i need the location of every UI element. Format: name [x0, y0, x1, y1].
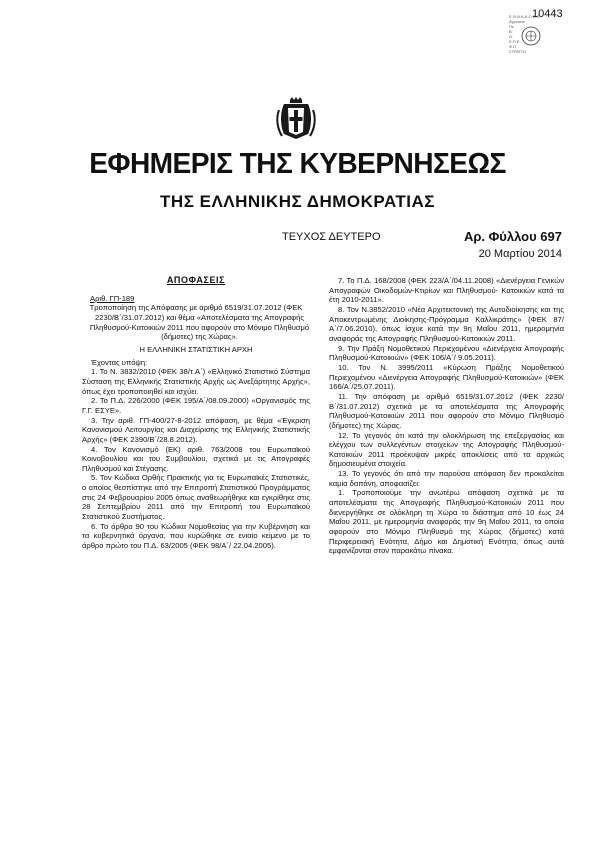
paragraph: 13. Το γεγονός ότι από την παρούσα απόφαση δεν προκαλείται καμία δαπάνη, αποφασίζει:: [329, 469, 564, 488]
stamp-line: Ε.Θ.Ν.Α.Κ.Ο.Ο.Σ.: [509, 14, 541, 19]
greek-coat-of-arms-icon: [276, 96, 316, 140]
stamp-line: Ε.Π.Ε.: [509, 39, 521, 44]
paragraph: 1. Τροποποιούμε την ανωτέρω απόφαση σχετικά με τα αποτελέσματα της Απογραφής Πληθυσμού-Κατοικιών 2011 που διενεργήθηκε σε ολόκληρη τη Χώρα το διάστημα από 10 έως 24 Μαΐου 2011, με ημερομηνία αναφοράς την 9η Μαΐου 2011, τα οποία αφορούν στο Μόνιμο Πληθυσμό της Χώρας (δήμοτες) κατά Περιφερειακή Ενότητα, Δήμο και Δημοτική Ενότητα, όπως αυτά εμφανίζονται στον παρακάτω πίνακα.: [329, 488, 564, 556]
stamp-line: ΣΤΡΑΤΟΣ: [509, 49, 527, 54]
paragraph: 1. Το Ν. 3832/2010 (ΦΕΚ 38/τ.Α΄) «Ελληνικό Στατιστικό Σύστημα Σύσταση της Ελληνικής Στατιστικής Αρχής ως Ανεξάρτητης Αρχής», όπως έχει τροποποιηθεί και ισχύει.: [82, 367, 310, 396]
section-heading: ΑΠΟΦΑΣΕΙΣ: [166, 275, 226, 285]
stamp-line: Β: [509, 29, 512, 34]
paragraph: 4. Τον Κανονισμό (ΕΚ) αριθ. 763/2008 του Ευρωπαϊκού Κοινοβουλίου και του Συμβουλίου, σχετικά με τις Απογραφές Πληθυσμού και Στέγασης.: [82, 444, 310, 473]
paragraph: 10. Τον Ν. 3995/2011 «Κύρωση Πράξης Νομοθετικού Περιεχομένου «Διενέργεια Απογραφής Πληθυσμού-Κατοικιών» (ΦΕΚ 166/Α΄/25.07.2011).: [329, 362, 564, 392]
paragraph: 7. Το Π.Δ. 168/2008 (ΦΕΚ 223/Α΄/04.11.2008) «Διενέργεια Γενικών Απογραφών Οικοδομών-Κτιρίων και Πληθυσμού- Κατοικιών κατά τα έτη 2010-2011».: [329, 276, 564, 305]
stamp-line: Φ.Π.: [509, 44, 518, 49]
right-column: [329, 276, 564, 556]
issue-section: ΤΕΥΧΟΣ ΔΕΥΤΕΡΟ: [282, 231, 381, 243]
stamp-seal-icon: [520, 25, 542, 47]
page-number: 10443: [532, 8, 563, 20]
stamp-line: Ο.: [509, 34, 514, 39]
issuing-authority: Η ΕΛΛΗΝΙΚΗ ΣΤΑΤΙΣΤΙΚΗ ΑΡΧΗ: [139, 344, 253, 354]
stamp: [509, 14, 549, 54]
paragraph: 2. Το Π.Δ. 226/2000 (ΦΕΚ 195/Α΄/08.09.2000) «Οργανισμός της Γ.Γ. ΕΣΥΕ».: [82, 396, 310, 415]
masthead-subtitle: ΤΗΣ ΕΛΛΗΝΙΚΗΣ ΔΗΜΟΚΡΑΤΙΑΣ: [160, 192, 435, 211]
paragraph: 6. Το άρθρο 90 του Κώδικα Νομοθεσίας για την Κυβέρνηση και τα κυβερνητικά όργανα, που κυρώθηκε σε ενιαίο κείμενο με το άρθρο πρώτο του Π.Δ. 63/2005 (ΦΕΚ 98/Α΄/ 22.04.2005).: [82, 521, 310, 551]
issue-date: 20 Μαρτίου 2014: [478, 248, 562, 260]
paragraph: 9. Την Πράξη Νομοθετικού Περιεχομένου «Διενέργεια Απογραφής Πληθυσμού-Κατοικιών» (ΦΕΚ 106/Α΄/ 9.05.2011).: [329, 343, 564, 363]
masthead-title: ΕΦΗΜΕΡΙΣ ΤΗΣ ΚΥΒΕΡΝΗΣΕΩΣ: [89, 148, 506, 180]
paragraph: 11. Την απόφαση με αριθμό 6519/31.07.2012 (ΦΕΚ 2230/ Β΄/31.07.2012) σχετικά με τα αποτελέσματα της Απογραφής Πληθυσμού-Κατοικιών 2011 που αφορούν στο Μόνιμο Πληθυσμό (δήμοτες) της Χώρας.: [329, 391, 564, 430]
issue-sheet-number: Αρ. Φύλλου 697: [463, 229, 562, 244]
decision-number: Αριθ. ΓΠ-189: [90, 293, 135, 303]
paragraph: 12. Το γεγονός ότι κατά την ολοκλήρωση της επεξεργασίας και ελέγχου των συλλεγέντων στοιχείων της Απογραφής Πληθυσμού-Κατοικιών 2011 προέκυψαν μικρές αποκλίσεις από τα αρχικώς δημοσιευμένα στοιχεία.: [329, 430, 564, 469]
left-column: [82, 276, 310, 551]
paragraph: 8. Τον Ν.3852/2010 «Νέα Αρχιτεκτονική της Αυτοδιοίκησης και της Αποκεντρωμένης Διοίκησης-Πρόγραμμα Καλλικράτης» (ΦΕΚ 87/Α΄/7.06.2010), όπως ίσχυε κατά την 9η Μαΐου 2011, ημερομηνία αναφοράς της Απογραφής Πληθυσμού-Κατοικιών 2011.: [329, 304, 564, 343]
stamp-line: Αγρώστε: [509, 19, 525, 24]
paragraph: 5. Τον Κώδικα Ορθής Πρακτικής για τις Ευρωπαϊκές Στατιστικές, ο οποίος θεσπίστηκε από την Επιτροπή Στατιστικού Προγράμματος στις 24 Φεβρουαρίου 2005 όπως αναθεωρήθηκε και εγκρίθηκε στις 28 Σεπτεμβρίου 2011 από την Επιτροπή του Ευρωπαϊκού Στατιστικού Συστήματος.: [82, 473, 310, 522]
intro-line: Έχοντας υπόψη:: [91, 357, 148, 367]
decision-summary: Τροποποίηση της Απόφασης με αριθμό 6519/31.07.2012 (ΦΕΚ 2230/Β΄/31.07.2012) και θέμα «Αποτελέσματα της Απογραφής Πληθυσμού-Κατοικιών 2011 που αφορούν στο Μόνιμο Πληθυσμό (δήμοτες) της Χώρας».: [89, 303, 310, 342]
paragraph: 3. Την αριθ. ΓΠ-400/27-8-2012 απόφαση, με θέμα «Έγκριση Κανονισμού Λειτουργίας και Διαχείρισης της Ελληνικής Στατιστικής Αρχής» (ΦΕΚ 2390/Β΄/28.8.2012).: [82, 415, 310, 444]
stamp-line: Πε.: [509, 24, 515, 29]
